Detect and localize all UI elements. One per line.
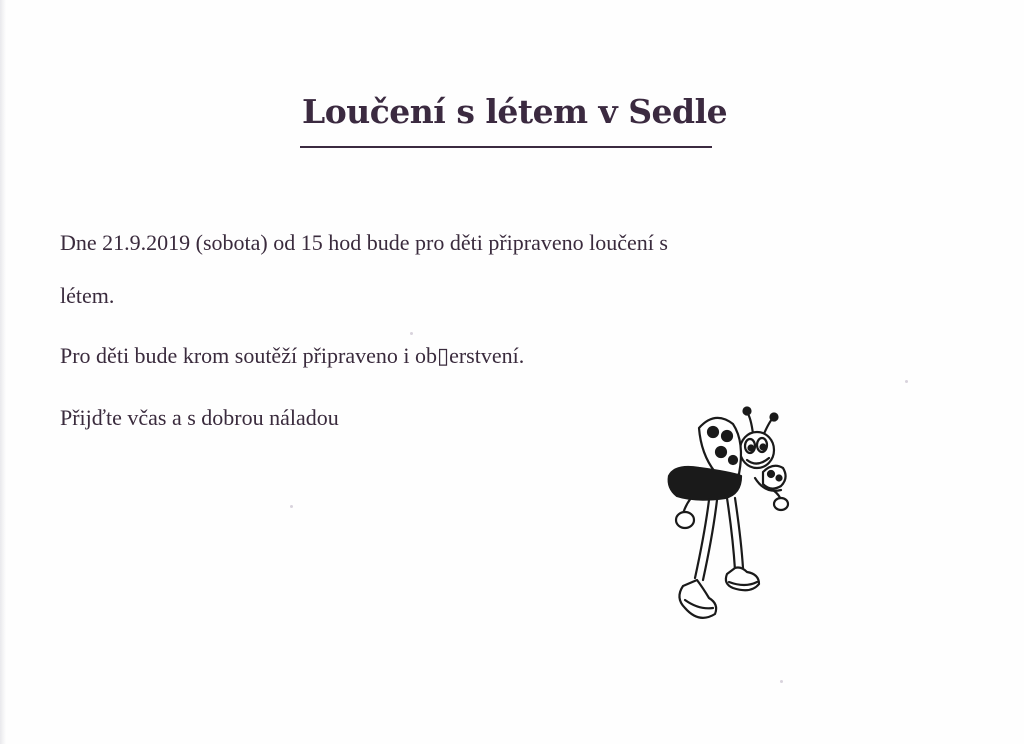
- paragraph-invitation: Dne 21.9.2019 (sobota) od 15 hod bude pro děti připraveno loučení s: [60, 230, 668, 255]
- title-underline: [300, 146, 712, 148]
- scan-speck: [780, 680, 783, 683]
- scan-edge-shadow: [0, 0, 6, 744]
- ladybug-illustration: [655, 402, 815, 630]
- document-title: Loučení s létem v Sedle: [302, 92, 728, 131]
- paragraph-competitions: Pro děti bude krom soutěží připraveno i ob▯erstvení.: [60, 343, 525, 368]
- paragraph-invitation-continued: létem.: [60, 283, 115, 308]
- scan-speck: [290, 505, 293, 508]
- scan-speck: [905, 380, 908, 383]
- paragraph-closing: Přijďte včas a s dobrou náladou: [60, 405, 339, 430]
- scan-speck: [410, 332, 413, 335]
